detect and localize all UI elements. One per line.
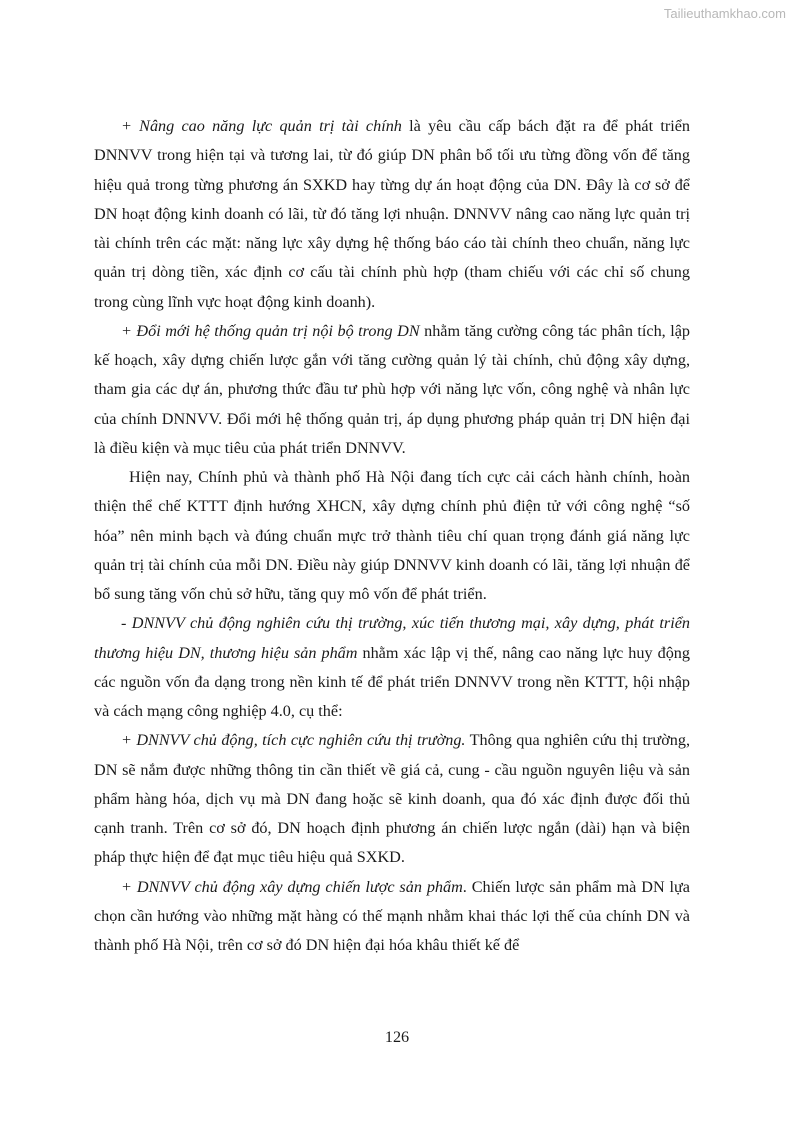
paragraph-market-research xyxy=(94,726,690,872)
paragraph-financial-management xyxy=(94,112,690,317)
paragraph-market-research-intro xyxy=(94,609,690,726)
paragraph-product-strategy xyxy=(94,873,690,961)
paragraph-heading: - DNNVV chủ động nghiên cứu thị trường, xúc tiến thương mại, xây dựng, phát triển thương hiệu DN, thương hiệu sản phẩm xyxy=(94,614,690,662)
paragraph-internal-governance xyxy=(94,317,690,463)
page-number: 126 xyxy=(384,1028,410,1046)
paragraph-text: . Chiến lược sản phẩm mà DN lựa chọn cần hướng vào những mặt hàng có thế mạnh nhằm khai thác lợi thế của chính DN và thành phố Hà Nội, trên cơ sở đó DN hiện đại hóa khâu thiết kế để xyxy=(94,877,690,954)
paragraph-heading: + DNNVV chủ động xây dựng chiến lược sản phẩm xyxy=(121,877,463,896)
paragraph-heading: + Nâng cao năng lực quản trị tài chính xyxy=(121,117,402,135)
paragraph-text: nhằm tăng cường công tác phân tích, lập kế hoạch, xây dựng chiến lược gắn với tăng cường quản lý tài chính, chủ động xây dựng, tham gia các dự án, phương thức đầu tư phù hợp với năng lực vốn, công nghệ và nhân lực của chính DNNVV. Đổi mới hệ thống quản trị, áp dụng phương pháp quản trị DN hiện đại là điều kiện và mục tiêu của phát triển DNNVV. xyxy=(94,321,690,457)
watermark-text: Tailieuthamkhao.com xyxy=(663,6,786,21)
paragraph-government-reform xyxy=(94,463,690,609)
paragraph-text: Thông qua nghiên cứu thị trường, DN sẽ nắm được những thông tin cần thiết về giá cả, cung - cầu nguồn nguyên liệu và sản phẩm hàng hóa, dịch vụ mà DN đang hoặc sẽ kinh doanh, qua đó xác định được đối thủ cạnh tranh. Trên cơ sở đó, DN hoạch định phương án chiến lược ngắn (dài) hạn và biện pháp thực hiện để đạt mục tiêu hiệu quả SXKD. xyxy=(94,731,690,867)
paragraph-text: nhằm xác lập vị thế, nâng cao năng lực huy động các nguồn vốn đa dạng trong nền kinh tế để phát triển DNNVV trong nền KTTT, hội nhập và cách mạng công nghiệp 4.0, cụ thể: xyxy=(94,643,690,720)
paragraph-heading: + Đổi mới hệ thống quản trị nội bộ trong DN xyxy=(121,321,420,340)
paragraph-heading: + DNNVV chủ động, tích cực nghiên cứu thị trường. xyxy=(121,731,466,750)
document-body xyxy=(94,112,690,960)
paragraph-text: là yêu cầu cấp bách đặt ra để phát triển DNNVV trong hiện tại và tương lai, từ đó giúp DN phân bổ tối ưu từng đồng vốn để tăng hiệu quả trong từng phương án SXKD hay từng dự án hoạt động của DN. Đây là cơ sở để DN hoạt động kinh doanh có lãi, từ đó tăng lợi nhuận. DNNVV nâng cao năng lực quản trị tài chính trên các mặt: năng lực xây dựng hệ thống báo cáo tài chính theo chuẩn, năng lực quản trị dòng tiền, xác định cơ cấu tài chính phù hợp (tham chiếu với các chỉ số chung trong cùng lĩnh vực hoạt động kinh doanh). xyxy=(94,117,691,311)
paragraph-text: Hiện nay, Chính phủ và thành phố Hà Nội đang tích cực cải cách hành chính, hoàn thiện thể chế KTTT định hướng XHCN, xây dựng chính phủ điện tử với công nghệ “số hóa” nên minh bạch và đúng chuẩn mực trở thành tiêu chí quan trọng đánh giá năng lực quản trị tài chính của mỗi DN. Điều này giúp DNNVV kinh doanh có lãi, tăng lợi nhuận để bổ sung tăng vốn chủ sở hữu, tăng quy mô vốn để phát triển. xyxy=(94,468,690,603)
